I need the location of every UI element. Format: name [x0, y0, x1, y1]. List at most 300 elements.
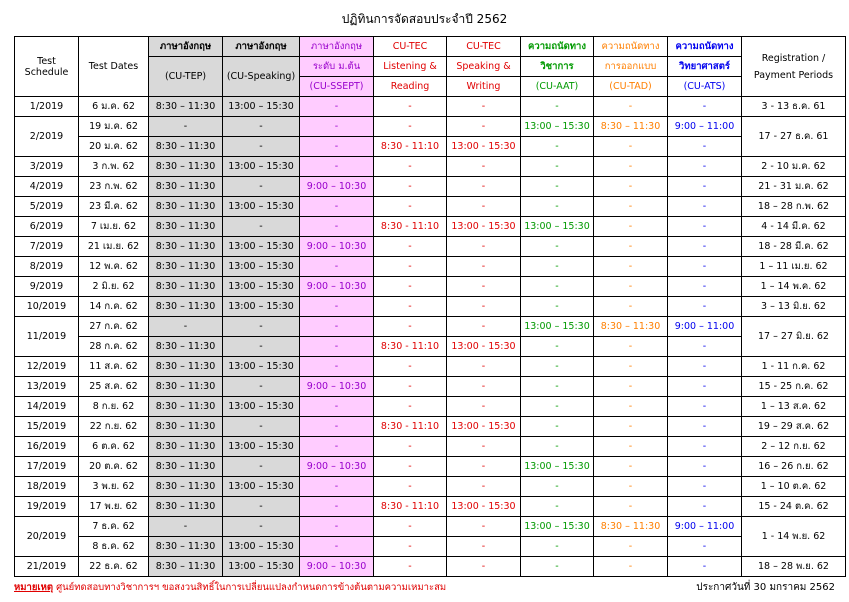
table-row [15, 97, 846, 117]
cell-cu-speaking: 13:00 – 15:30 [223, 257, 300, 277]
cell-cu-tep: 8:30 – 11:30 [149, 557, 223, 577]
cell-cu-tec-sw: 13:00 - 15:30 [447, 337, 521, 357]
cell-cu-speaking: 13:00 – 15:30 [223, 557, 300, 577]
footer-note [14, 580, 446, 595]
cell-cu-tad: - [594, 457, 668, 477]
cell-cu-speaking: - [223, 217, 300, 237]
cell-registration-period: 1 – 13 ส.ค. 62 [742, 397, 846, 417]
cell-cu-tep: 8:30 – 11:30 [149, 257, 223, 277]
table-header [15, 37, 846, 97]
header-registration [742, 37, 846, 97]
table-row [15, 557, 846, 577]
cell-cu-ssept: - [300, 197, 374, 217]
cell-cu-tep: - [149, 317, 223, 337]
cell-cu-aat: - [521, 477, 594, 497]
cell-test-date: 17 พ.ย. 62 [79, 497, 149, 517]
cell-cu-tec-sw: - [447, 517, 521, 537]
cell-schedule: 17/2019 [15, 457, 79, 477]
cell-cu-speaking: - [223, 117, 300, 137]
cell-cu-ssept: - [300, 257, 374, 277]
table-row [15, 497, 846, 517]
header-tec-lr-line3: Reading [374, 77, 447, 97]
cell-cu-speaking: 13:00 – 15:30 [223, 197, 300, 217]
cell-cu-tec-lr: - [374, 377, 447, 397]
cell-schedule: 11/2019 [15, 317, 79, 357]
cell-cu-ats: - [668, 337, 742, 357]
cell-cu-tec-lr: - [374, 457, 447, 477]
cell-cu-ssept: - [300, 397, 374, 417]
cell-cu-aat: - [521, 337, 594, 357]
cell-registration-period: 16 – 26 ก.ย. 62 [742, 457, 846, 477]
cell-cu-aat: - [521, 197, 594, 217]
header-tad-line3: (CU-TAD) [594, 77, 668, 97]
table-row [15, 377, 846, 397]
cell-cu-tec-lr: - [374, 257, 447, 277]
cell-test-date: 23 มี.ค. 62 [79, 197, 149, 217]
cell-registration-period: 17 - 27 ธ.ค. 61 [742, 117, 846, 157]
cell-cu-tec-sw: - [447, 457, 521, 477]
cell-cu-ssept: - [300, 357, 374, 377]
cell-cu-tec-sw: - [447, 357, 521, 377]
cell-schedule: 6/2019 [15, 217, 79, 237]
cell-test-date: 28 ก.ค. 62 [79, 337, 149, 357]
cell-cu-aat: - [521, 497, 594, 517]
cell-test-date: 12 พ.ค. 62 [79, 257, 149, 277]
cell-test-date: 7 เม.ย. 62 [79, 217, 149, 237]
cell-cu-tad: - [594, 197, 668, 217]
cell-cu-aat: - [521, 297, 594, 317]
table-row [15, 197, 846, 217]
table-row [15, 537, 846, 557]
cell-cu-tad: - [594, 377, 668, 397]
cell-cu-tec-sw: - [447, 477, 521, 497]
header-tec-sw-line1: CU-TEC [447, 37, 521, 57]
table-row [15, 477, 846, 497]
table-row [15, 337, 846, 357]
cell-cu-tec-sw: 13:00 - 15:30 [447, 217, 521, 237]
cell-test-date: 20 ม.ค. 62 [79, 137, 149, 157]
cell-registration-period: 19 – 29 ส.ค. 62 [742, 417, 846, 437]
cell-schedule: 10/2019 [15, 297, 79, 317]
cell-test-date: 22 ก.ย. 62 [79, 417, 149, 437]
cell-cu-ats: - [668, 157, 742, 177]
header-ssept-line3: (CU-SSEPT) [300, 77, 374, 97]
cell-cu-speaking: 13:00 – 15:30 [223, 537, 300, 557]
cell-cu-tec-sw: - [447, 557, 521, 577]
cell-cu-ats: - [668, 557, 742, 577]
cell-registration-period: 1 - 14 พ.ย. 62 [742, 517, 846, 557]
cell-cu-speaking: 13:00 – 15:30 [223, 297, 300, 317]
cell-cu-ats: - [668, 537, 742, 557]
cell-registration-period: 18 – 28 พ.ย. 62 [742, 557, 846, 577]
cell-cu-speaking: 13:00 – 15:30 [223, 157, 300, 177]
cell-cu-tec-sw: - [447, 257, 521, 277]
cell-cu-tad: - [594, 417, 668, 437]
cell-cu-tad: - [594, 277, 668, 297]
cell-cu-speaking: - [223, 317, 300, 337]
header-speaking-title: ภาษาอังกฤษ [235, 41, 287, 52]
cell-cu-speaking: - [223, 137, 300, 157]
cell-cu-tad: - [594, 177, 668, 197]
header-tec-lr-line2: Listening & [374, 57, 447, 77]
header-ssept-line2: ระดับ ม.ต้น [300, 57, 374, 77]
table-row [15, 117, 846, 137]
header-tec-sw-line2: Speaking & [447, 57, 521, 77]
header-tep-title: ภาษาอังกฤษ [159, 41, 212, 52]
cell-schedule: 3/2019 [15, 157, 79, 177]
cell-cu-tep: 8:30 – 11:30 [149, 277, 223, 297]
cell-cu-aat: - [521, 417, 594, 437]
cell-cu-tec-lr: - [374, 517, 447, 537]
cell-cu-tec-lr: 8:30 - 11:10 [374, 417, 447, 437]
table-row [15, 517, 846, 537]
header-schedule-line1: Test [37, 55, 56, 67]
cell-cu-tep: 8:30 – 11:30 [149, 457, 223, 477]
header-speaking-line2: (CU-Speaking) [223, 57, 300, 97]
cell-cu-tad: - [594, 477, 668, 497]
cell-cu-tec-lr: 8:30 - 11:10 [374, 217, 447, 237]
cell-schedule: 15/2019 [15, 417, 79, 437]
header-schedule [15, 37, 79, 97]
cell-cu-ats: - [668, 237, 742, 257]
table-row [15, 297, 846, 317]
cell-cu-ssept: - [300, 217, 374, 237]
cell-cu-aat: - [521, 537, 594, 557]
cell-cu-tep: 8:30 – 11:30 [149, 537, 223, 557]
header-tep-line1 [149, 37, 223, 57]
cell-cu-aat: - [521, 397, 594, 417]
cell-cu-speaking: - [223, 517, 300, 537]
cell-test-date: 25 ส.ค. 62 [79, 377, 149, 397]
cell-schedule: 18/2019 [15, 477, 79, 497]
cell-cu-ssept: - [300, 517, 374, 537]
cell-cu-speaking: - [223, 377, 300, 397]
cell-cu-ats: - [668, 497, 742, 517]
cell-registration-period: 2 - 10 ม.ค. 62 [742, 157, 846, 177]
cell-cu-tad: - [594, 257, 668, 277]
cell-cu-ssept: - [300, 337, 374, 357]
cell-cu-tec-sw: - [447, 197, 521, 217]
cell-cu-aat: - [521, 257, 594, 277]
cell-cu-ssept: 9:00 – 10:30 [300, 237, 374, 257]
cell-cu-tec-sw: - [447, 297, 521, 317]
cell-schedule: 16/2019 [15, 437, 79, 457]
cell-cu-speaking: - [223, 417, 300, 437]
table-row [15, 277, 846, 297]
cell-schedule: 8/2019 [15, 257, 79, 277]
table-row [15, 457, 846, 477]
cell-cu-tep: 8:30 – 11:30 [149, 177, 223, 197]
cell-cu-ssept: - [300, 417, 374, 437]
cell-cu-tec-lr: - [374, 97, 447, 117]
cell-test-date: 3 ก.พ. 62 [79, 157, 149, 177]
table-row [15, 437, 846, 457]
cell-cu-tec-sw: 13:00 - 15:30 [447, 417, 521, 437]
cell-cu-tec-lr: 8:30 - 11:10 [374, 337, 447, 357]
cell-cu-ats: - [668, 197, 742, 217]
cell-cu-tec-sw: - [447, 537, 521, 557]
cell-cu-ssept: - [300, 297, 374, 317]
cell-schedule: 5/2019 [15, 197, 79, 217]
table-row [15, 317, 846, 337]
cell-test-date: 8 ธ.ค. 62 [79, 537, 149, 557]
cell-cu-ssept: - [300, 157, 374, 177]
cell-cu-tec-lr: - [374, 477, 447, 497]
header-aat-line1: ความถนัดทาง [521, 37, 594, 57]
cell-cu-ats: - [668, 97, 742, 117]
footer-announced-date: ประกาศวันที่ 30 มกราคม 2562 [696, 582, 835, 593]
cell-test-date: 6 ต.ค. 62 [79, 437, 149, 457]
cell-cu-tec-lr: - [374, 297, 447, 317]
cell-cu-aat: - [521, 557, 594, 577]
cell-cu-ats: - [668, 397, 742, 417]
cell-test-date: 22 ธ.ค. 62 [79, 557, 149, 577]
footer-note-text: ศูนย์ทดสอบทางวิชาการฯ ขอสงวนสิทธิ์ในการเปลี่ยนแปลงกำหนดการข้างต้นตามความเหมาะสม [56, 582, 447, 593]
page-title: ปฏิทินการจัดสอบประจำปี 2562 [341, 12, 508, 26]
cell-cu-ssept: - [300, 437, 374, 457]
cell-cu-tep: 8:30 – 11:30 [149, 377, 223, 397]
table-row [15, 397, 846, 417]
cell-cu-ats: - [668, 417, 742, 437]
cell-cu-tec-lr: - [374, 557, 447, 577]
cell-cu-speaking: - [223, 177, 300, 197]
cell-cu-ats: - [668, 137, 742, 157]
exam-schedule-table [14, 36, 846, 577]
table-row [15, 137, 846, 157]
cell-registration-period: 1 - 11 ก.ค. 62 [742, 357, 846, 377]
cell-cu-tad: - [594, 97, 668, 117]
footer-note-label: หมายเหตุ [14, 582, 54, 593]
cell-registration-period: 2 – 12 ก.ย. 62 [742, 437, 846, 457]
cell-cu-tec-lr: - [374, 237, 447, 257]
cell-cu-tep: 8:30 – 11:30 [149, 357, 223, 377]
table-row [15, 157, 846, 177]
cell-cu-ats: - [668, 457, 742, 477]
cell-cu-tad: - [594, 537, 668, 557]
cell-cu-ssept: - [300, 497, 374, 517]
cell-test-date: 19 ม.ค. 62 [79, 117, 149, 137]
cell-cu-aat: 13:00 – 15:30 [521, 217, 594, 237]
cell-cu-tec-sw: - [447, 177, 521, 197]
cell-cu-tad: 8:30 – 11:30 [594, 117, 668, 137]
cell-schedule: 7/2019 [15, 237, 79, 257]
header-ats-line3: (CU-ATS) [668, 77, 742, 97]
header-ssept-line1: ภาษาอังกฤษ [300, 37, 374, 57]
cell-cu-tec-sw: - [447, 437, 521, 457]
table-row [15, 357, 846, 377]
cell-cu-tep: 8:30 – 11:30 [149, 437, 223, 457]
table-row [15, 237, 846, 257]
cell-cu-tec-lr: - [374, 317, 447, 337]
cell-registration-period: 3 – 13 มิ.ย. 62 [742, 297, 846, 317]
cell-cu-aat: 13:00 – 15:30 [521, 117, 594, 137]
cell-cu-tad: - [594, 337, 668, 357]
cell-test-date: 6 ม.ค. 62 [79, 97, 149, 117]
cell-cu-tec-lr: 8:30 - 11:10 [374, 137, 447, 157]
table-row [15, 417, 846, 437]
header-tec-lr-line1: CU-TEC [374, 37, 447, 57]
cell-cu-ats: 9:00 – 11:00 [668, 517, 742, 537]
header-speaking-line1 [223, 37, 300, 57]
cell-test-date: 14 ก.ค. 62 [79, 297, 149, 317]
cell-cu-tec-sw: - [447, 157, 521, 177]
header-registration-line1: Registration / [761, 52, 826, 64]
header-ats-line1: ความถนัดทาง [668, 37, 742, 57]
table-row [15, 257, 846, 277]
cell-cu-tad: - [594, 217, 668, 237]
cell-schedule: 4/2019 [15, 177, 79, 197]
cell-cu-tad: - [594, 557, 668, 577]
cell-cu-tec-lr: - [374, 117, 447, 137]
cell-cu-tep: - [149, 117, 223, 137]
cell-cu-speaking: - [223, 497, 300, 517]
cell-cu-tep: 8:30 – 11:30 [149, 97, 223, 117]
cell-cu-aat: 13:00 – 15:30 [521, 457, 594, 477]
cell-cu-tep: - [149, 517, 223, 537]
cell-test-date: 11 ส.ค. 62 [79, 357, 149, 377]
cell-cu-aat: - [521, 157, 594, 177]
cell-cu-ats: - [668, 477, 742, 497]
cell-cu-tad: 8:30 – 11:30 [594, 517, 668, 537]
cell-cu-tec-sw: 13:00 - 15:30 [447, 497, 521, 517]
cell-cu-ssept: 9:00 – 10:30 [300, 277, 374, 297]
cell-schedule: 20/2019 [15, 517, 79, 557]
cell-cu-ssept: 9:00 – 10:30 [300, 177, 374, 197]
cell-registration-period: 21 - 31 ม.ค. 62 [742, 177, 846, 197]
cell-registration-period: 1 – 10 ต.ค. 62 [742, 477, 846, 497]
header-tad-line1: ความถนัดทาง [594, 37, 668, 57]
cell-cu-speaking: - [223, 337, 300, 357]
cell-cu-tad: - [594, 297, 668, 317]
cell-test-date: 8 ก.ย. 62 [79, 397, 149, 417]
cell-schedule: 14/2019 [15, 397, 79, 417]
cell-schedule: 2/2019 [15, 117, 79, 157]
cell-cu-tec-sw: - [447, 397, 521, 417]
header-ats-line2: วิทยาศาสตร์ [668, 57, 742, 77]
cell-cu-tec-sw: - [447, 377, 521, 397]
cell-cu-tec-lr: - [374, 437, 447, 457]
cell-test-date: 7 ธ.ค. 62 [79, 517, 149, 537]
cell-cu-aat: - [521, 277, 594, 297]
cell-cu-tec-sw: - [447, 237, 521, 257]
header-schedule-line2: Schedule [24, 66, 69, 78]
cell-cu-ats: - [668, 277, 742, 297]
cell-cu-aat: - [521, 357, 594, 377]
cell-cu-ats: - [668, 257, 742, 277]
cell-registration-period: 4 - 14 มี.ค. 62 [742, 217, 846, 237]
cell-cu-tad: - [594, 237, 668, 257]
header-aat-line3: (CU-AAT) [521, 77, 594, 97]
cell-cu-tec-lr: - [374, 157, 447, 177]
cell-cu-aat: - [521, 97, 594, 117]
cell-schedule: 1/2019 [15, 97, 79, 117]
cell-cu-tep: 8:30 – 11:30 [149, 297, 223, 317]
cell-cu-tec-sw: 13:00 - 15:30 [447, 137, 521, 157]
cell-cu-tec-lr: 8:30 - 11:10 [374, 497, 447, 517]
cell-cu-ats: - [668, 177, 742, 197]
cell-cu-ats: - [668, 217, 742, 237]
cell-cu-tad: - [594, 397, 668, 417]
cell-cu-ats: - [668, 357, 742, 377]
cell-cu-speaking: 13:00 – 15:30 [223, 277, 300, 297]
cell-cu-ssept: - [300, 117, 374, 137]
cell-cu-tep: 8:30 – 11:30 [149, 477, 223, 497]
cell-cu-speaking: - [223, 457, 300, 477]
cell-registration-period: 3 - 13 ธ.ค. 61 [742, 97, 846, 117]
cell-cu-speaking: 13:00 – 15:30 [223, 97, 300, 117]
cell-cu-ssept: - [300, 97, 374, 117]
cell-cu-tep: 8:30 – 11:30 [149, 397, 223, 417]
header-registration-line2: Payment Periods [753, 69, 834, 81]
cell-schedule: 9/2019 [15, 277, 79, 297]
header-aat-line2: วิชาการ [521, 57, 594, 77]
cell-cu-tec-sw: - [447, 317, 521, 337]
cell-cu-tec-lr: - [374, 537, 447, 557]
cell-cu-tec-sw: - [447, 277, 521, 297]
cell-schedule: 13/2019 [15, 377, 79, 397]
cell-cu-aat: 13:00 – 15:30 [521, 317, 594, 337]
cell-cu-tad: - [594, 437, 668, 457]
table-row [15, 177, 846, 197]
table-body [15, 97, 846, 577]
cell-cu-tec-lr: - [374, 397, 447, 417]
cell-test-date: 21 เม.ย. 62 [79, 237, 149, 257]
cell-cu-speaking: 13:00 – 15:30 [223, 437, 300, 457]
cell-cu-ssept: - [300, 137, 374, 157]
cell-cu-tec-lr: - [374, 177, 447, 197]
header-tep-line2: (CU-TEP) [149, 57, 223, 97]
cell-cu-ssept: - [300, 317, 374, 337]
cell-registration-period: 18 - 28 มี.ค. 62 [742, 237, 846, 257]
cell-cu-ssept: - [300, 537, 374, 557]
cell-cu-tep: 8:30 – 11:30 [149, 217, 223, 237]
cell-cu-aat: - [521, 437, 594, 457]
header-tad-line2: การออกแบบ [594, 57, 668, 77]
cell-cu-speaking: 13:00 – 15:30 [223, 237, 300, 257]
cell-test-date: 20 ต.ค. 62 [79, 457, 149, 477]
cell-cu-tec-sw: - [447, 117, 521, 137]
cell-cu-tep: 8:30 – 11:30 [149, 337, 223, 357]
cell-cu-ats: 9:00 – 11:00 [668, 117, 742, 137]
cell-cu-aat: 13:00 – 15:30 [521, 517, 594, 537]
cell-cu-tec-lr: - [374, 277, 447, 297]
table-row [15, 217, 846, 237]
cell-cu-tec-sw: - [447, 97, 521, 117]
cell-cu-tad: - [594, 137, 668, 157]
header-tec-sw-line3: Writing [447, 77, 521, 97]
cell-schedule: 19/2019 [15, 497, 79, 517]
cell-test-date: 2 มิ.ย. 62 [79, 277, 149, 297]
cell-cu-aat: - [521, 377, 594, 397]
cell-registration-period: 15 - 25 ก.ค. 62 [742, 377, 846, 397]
cell-cu-tep: 8:30 – 11:30 [149, 237, 223, 257]
cell-cu-tad: - [594, 357, 668, 377]
cell-cu-tep: 8:30 – 11:30 [149, 417, 223, 437]
cell-test-date: 23 ก.พ. 62 [79, 177, 149, 197]
cell-cu-tep: 8:30 – 11:30 [149, 137, 223, 157]
cell-registration-period: 18 – 28 ก.พ. 62 [742, 197, 846, 217]
cell-test-date: 27 ก.ค. 62 [79, 317, 149, 337]
cell-cu-ats: - [668, 377, 742, 397]
cell-cu-tad: - [594, 497, 668, 517]
cell-cu-tep: 8:30 – 11:30 [149, 157, 223, 177]
cell-cu-ssept: 9:00 – 10:30 [300, 557, 374, 577]
cell-cu-aat: - [521, 237, 594, 257]
cell-cu-tad: 8:30 – 11:30 [594, 317, 668, 337]
cell-registration-period: 1 – 11 เม.ย. 62 [742, 257, 846, 277]
cell-cu-ats: - [668, 297, 742, 317]
cell-cu-speaking: 13:00 – 15:30 [223, 357, 300, 377]
